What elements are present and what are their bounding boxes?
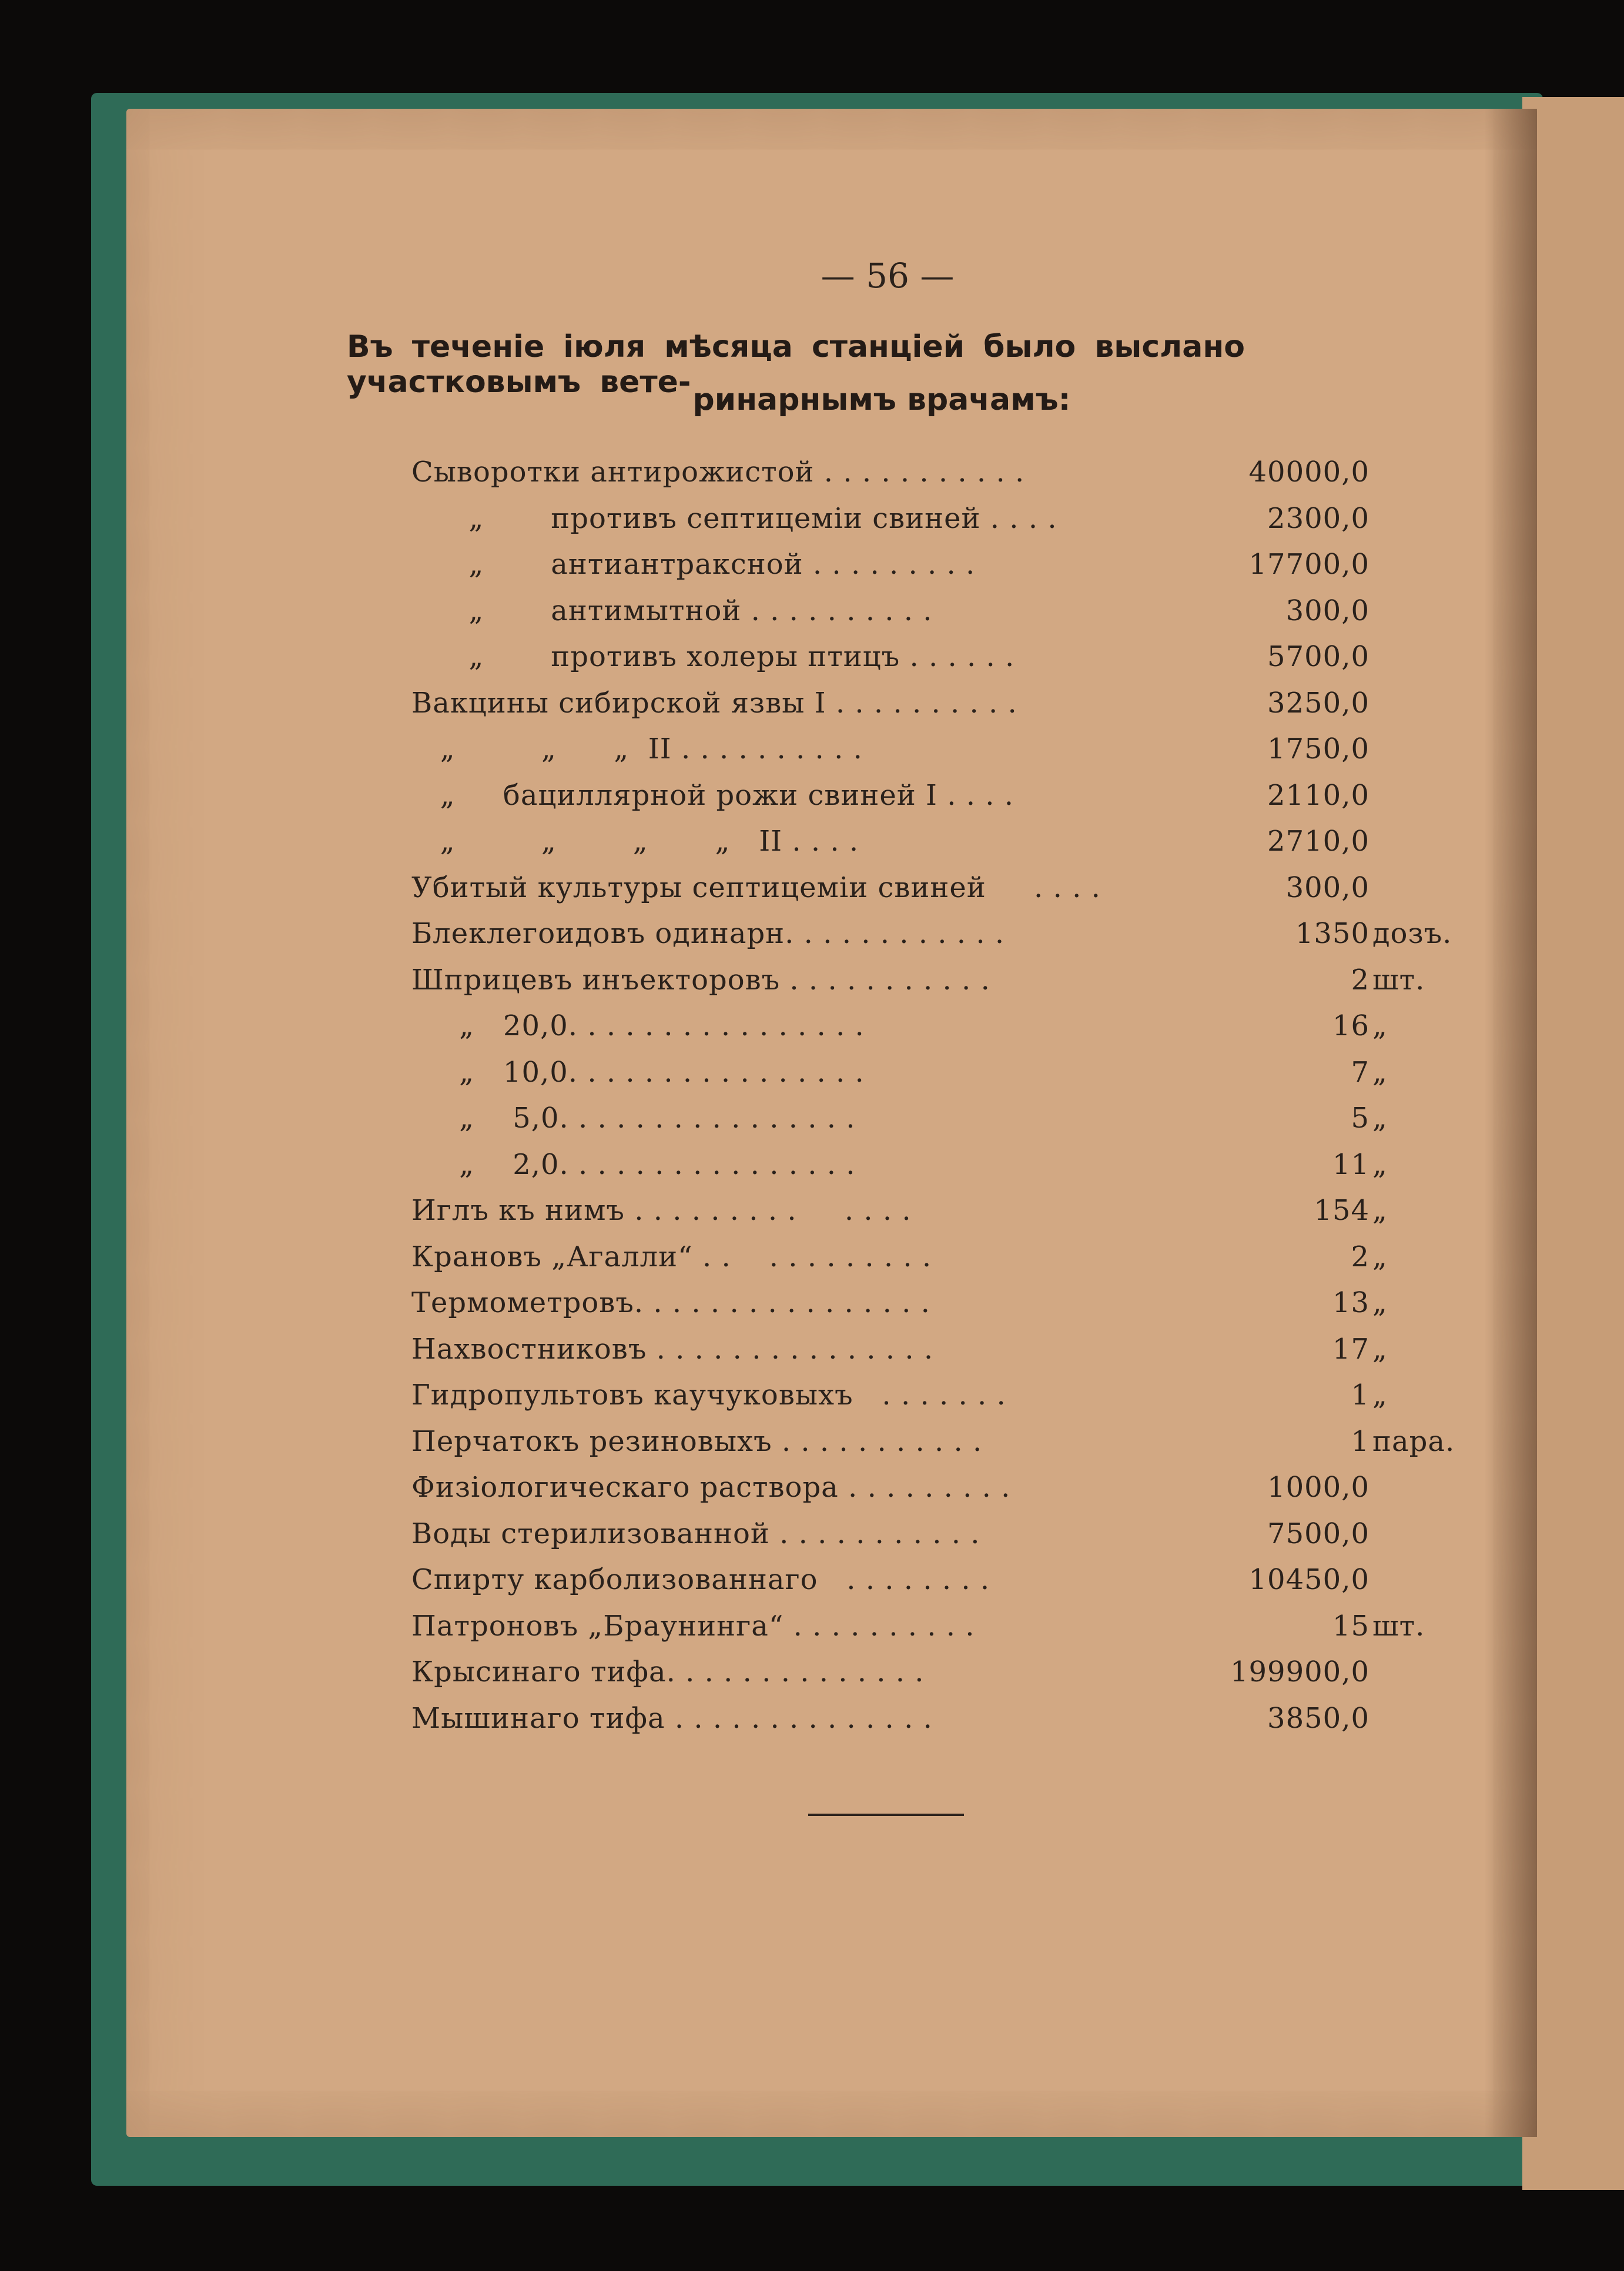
item-quantity: 2710,0 — [1267, 825, 1369, 858]
list-item — [411, 871, 1446, 917]
item-label: „ противъ септицеміи свиней . . . . — [411, 501, 1057, 535]
item-quantity: 1350 — [1295, 917, 1369, 950]
list-item — [411, 1471, 1446, 1517]
item-label: Крысинаго тифа. . . . . . . . . . . . . . — [411, 1655, 925, 1688]
item-label: „ антимытной . . . . . . . . . . — [411, 594, 933, 627]
adjacent-page — [1522, 97, 1624, 2190]
item-label: Спирту карболизованнаго . . . . . . . . — [411, 1563, 990, 1596]
item-quantity: 1 — [1351, 1424, 1369, 1458]
item-label: Воды стерилизованной . . . . . . . . . . . — [411, 1517, 980, 1550]
list-item — [411, 1563, 1446, 1609]
list-item — [411, 502, 1446, 548]
list-item — [411, 548, 1446, 594]
page-number: — 56 — — [821, 256, 955, 296]
item-unit: „ — [1372, 1055, 1388, 1089]
item-quantity: 1750,0 — [1267, 733, 1369, 765]
heading-line-2: ринарнымъ врачамъ: — [692, 382, 1071, 417]
item-label: „ 20,0. . . . . . . . . . . . . . . . — [411, 1009, 865, 1042]
item-label: Нахвостниковъ . . . . . . . . . . . . . . . — [411, 1332, 934, 1366]
item-quantity: 5700,0 — [1267, 640, 1369, 673]
item-unit: пара. — [1372, 1424, 1455, 1458]
item-label: „ 2,0. . . . . . . . . . . . . . . . — [411, 1148, 856, 1181]
item-quantity: 2 — [1351, 963, 1369, 996]
list-item — [411, 1702, 1446, 1748]
list-item — [411, 1333, 1446, 1379]
list-item — [411, 917, 1452, 963]
list-item — [411, 733, 1446, 778]
item-quantity: 40000,0 — [1248, 456, 1369, 489]
item-quantity: 7 — [1351, 1055, 1369, 1089]
item-label: „ „ „ „ II . . . . — [411, 825, 859, 858]
item-unit: „ — [1372, 1009, 1388, 1042]
item-unit: „ — [1372, 1102, 1388, 1135]
list-item — [411, 1517, 1446, 1563]
item-quantity: 17 — [1332, 1332, 1369, 1366]
item-unit: „ — [1372, 1148, 1388, 1181]
item-quantity: 15 — [1332, 1609, 1369, 1643]
end-rule — [808, 1814, 964, 1816]
list-item — [411, 1194, 1446, 1240]
item-unit: шт. — [1372, 1609, 1425, 1643]
item-quantity: 1000,0 — [1267, 1471, 1369, 1504]
item-quantity: 154 — [1314, 1194, 1369, 1227]
item-quantity: 2 — [1351, 1240, 1369, 1273]
item-label: „ 10,0. . . . . . . . . . . . . . . . — [411, 1055, 865, 1089]
list-item — [411, 640, 1446, 686]
item-label: „ „ „ II . . . . . . . . . . — [411, 733, 863, 765]
list-item — [411, 1056, 1446, 1102]
item-quantity: 2300,0 — [1267, 501, 1369, 535]
item-quantity: 17700,0 — [1248, 548, 1369, 581]
item-label: Гидропультовъ каучуковыхъ . . . . . . . — [411, 1379, 1006, 1412]
item-unit: „ — [1372, 1286, 1388, 1319]
item-quantity: 10450,0 — [1248, 1563, 1369, 1596]
list-item — [411, 1610, 1446, 1655]
item-label: Шприцевъ инъекторовъ . . . . . . . . . . . — [411, 963, 990, 996]
item-label: „ противъ холеры птицъ . . . . . . — [411, 640, 1015, 673]
item-label: Блеклегоидовъ одинарн. . . . . . . . . . . . — [411, 917, 1005, 950]
item-quantity: 300,0 — [1285, 594, 1369, 627]
item-label: Иглъ къ нимъ . . . . . . . . . . . . . — [411, 1194, 912, 1227]
item-label: „ 5,0. . . . . . . . . . . . . . . . — [411, 1102, 856, 1135]
page-gutter-shadow — [1484, 109, 1537, 2137]
item-label: Крановъ „Агалли“ . . . . . . . . . . . — [411, 1240, 932, 1273]
item-label: Сыворотки антирожистой . . . . . . . . . . . — [411, 456, 1025, 489]
item-quantity: 3850,0 — [1267, 1701, 1369, 1735]
list-item — [411, 825, 1446, 871]
item-quantity: 1 — [1351, 1379, 1369, 1412]
list-item — [411, 1655, 1446, 1701]
item-quantity: 11 — [1332, 1148, 1369, 1181]
list-item — [411, 1102, 1446, 1148]
list-item — [411, 1009, 1446, 1055]
item-label: Физіологическаго раствора . . . . . . . . . — [411, 1471, 1011, 1504]
list-item — [411, 1240, 1446, 1286]
item-quantity: 16 — [1332, 1009, 1369, 1042]
list-item — [411, 456, 1446, 501]
list-item — [411, 779, 1446, 825]
item-label: Убитый культуры септицеміи свиней . . . . — [411, 871, 1101, 904]
item-unit: шт. — [1372, 963, 1425, 996]
item-label: „ антиантраксной . . . . . . . . . — [411, 548, 976, 581]
list-item — [411, 1286, 1446, 1332]
heading-line-1: Въ теченіе іюля мѣсяца станціей было выслано участковымъ вете- — [347, 329, 1245, 400]
list-item — [411, 1424, 1455, 1471]
item-unit: „ — [1372, 1240, 1388, 1273]
item-quantity: 5 — [1351, 1102, 1369, 1135]
item-label: Термометровъ. . . . . . . . . . . . . . . . — [411, 1286, 930, 1319]
item-unit: „ — [1372, 1194, 1388, 1227]
item-quantity: 7500,0 — [1267, 1517, 1369, 1550]
item-quantity: 199900,0 — [1230, 1655, 1369, 1688]
item-unit: „ — [1372, 1379, 1388, 1412]
item-quantity: 13 — [1332, 1286, 1369, 1319]
item-unit: дозъ. — [1372, 917, 1452, 950]
list-item — [411, 1379, 1446, 1424]
item-unit: „ — [1372, 1332, 1388, 1366]
item-quantity: 300,0 — [1285, 871, 1369, 904]
list-item — [411, 964, 1446, 1009]
item-label: Мышинаго тифа . . . . . . . . . . . . . . — [411, 1701, 933, 1735]
list-item — [411, 687, 1446, 733]
item-label: Перчатокъ резиновыхъ . . . . . . . . . . . — [411, 1424, 983, 1458]
item-quantity: 3250,0 — [1267, 686, 1369, 720]
list-item — [411, 1148, 1446, 1194]
list-item — [411, 594, 1446, 640]
item-label: Патроновъ „Браунинга“ . . . . . . . . . . — [411, 1609, 975, 1643]
item-label: „ бациллярной рожи свиней I . . . . — [411, 778, 1014, 812]
item-quantity: 2110,0 — [1267, 778, 1369, 812]
item-label: Вакцины сибирской язвы I . . . . . . . . . . — [411, 686, 1017, 720]
